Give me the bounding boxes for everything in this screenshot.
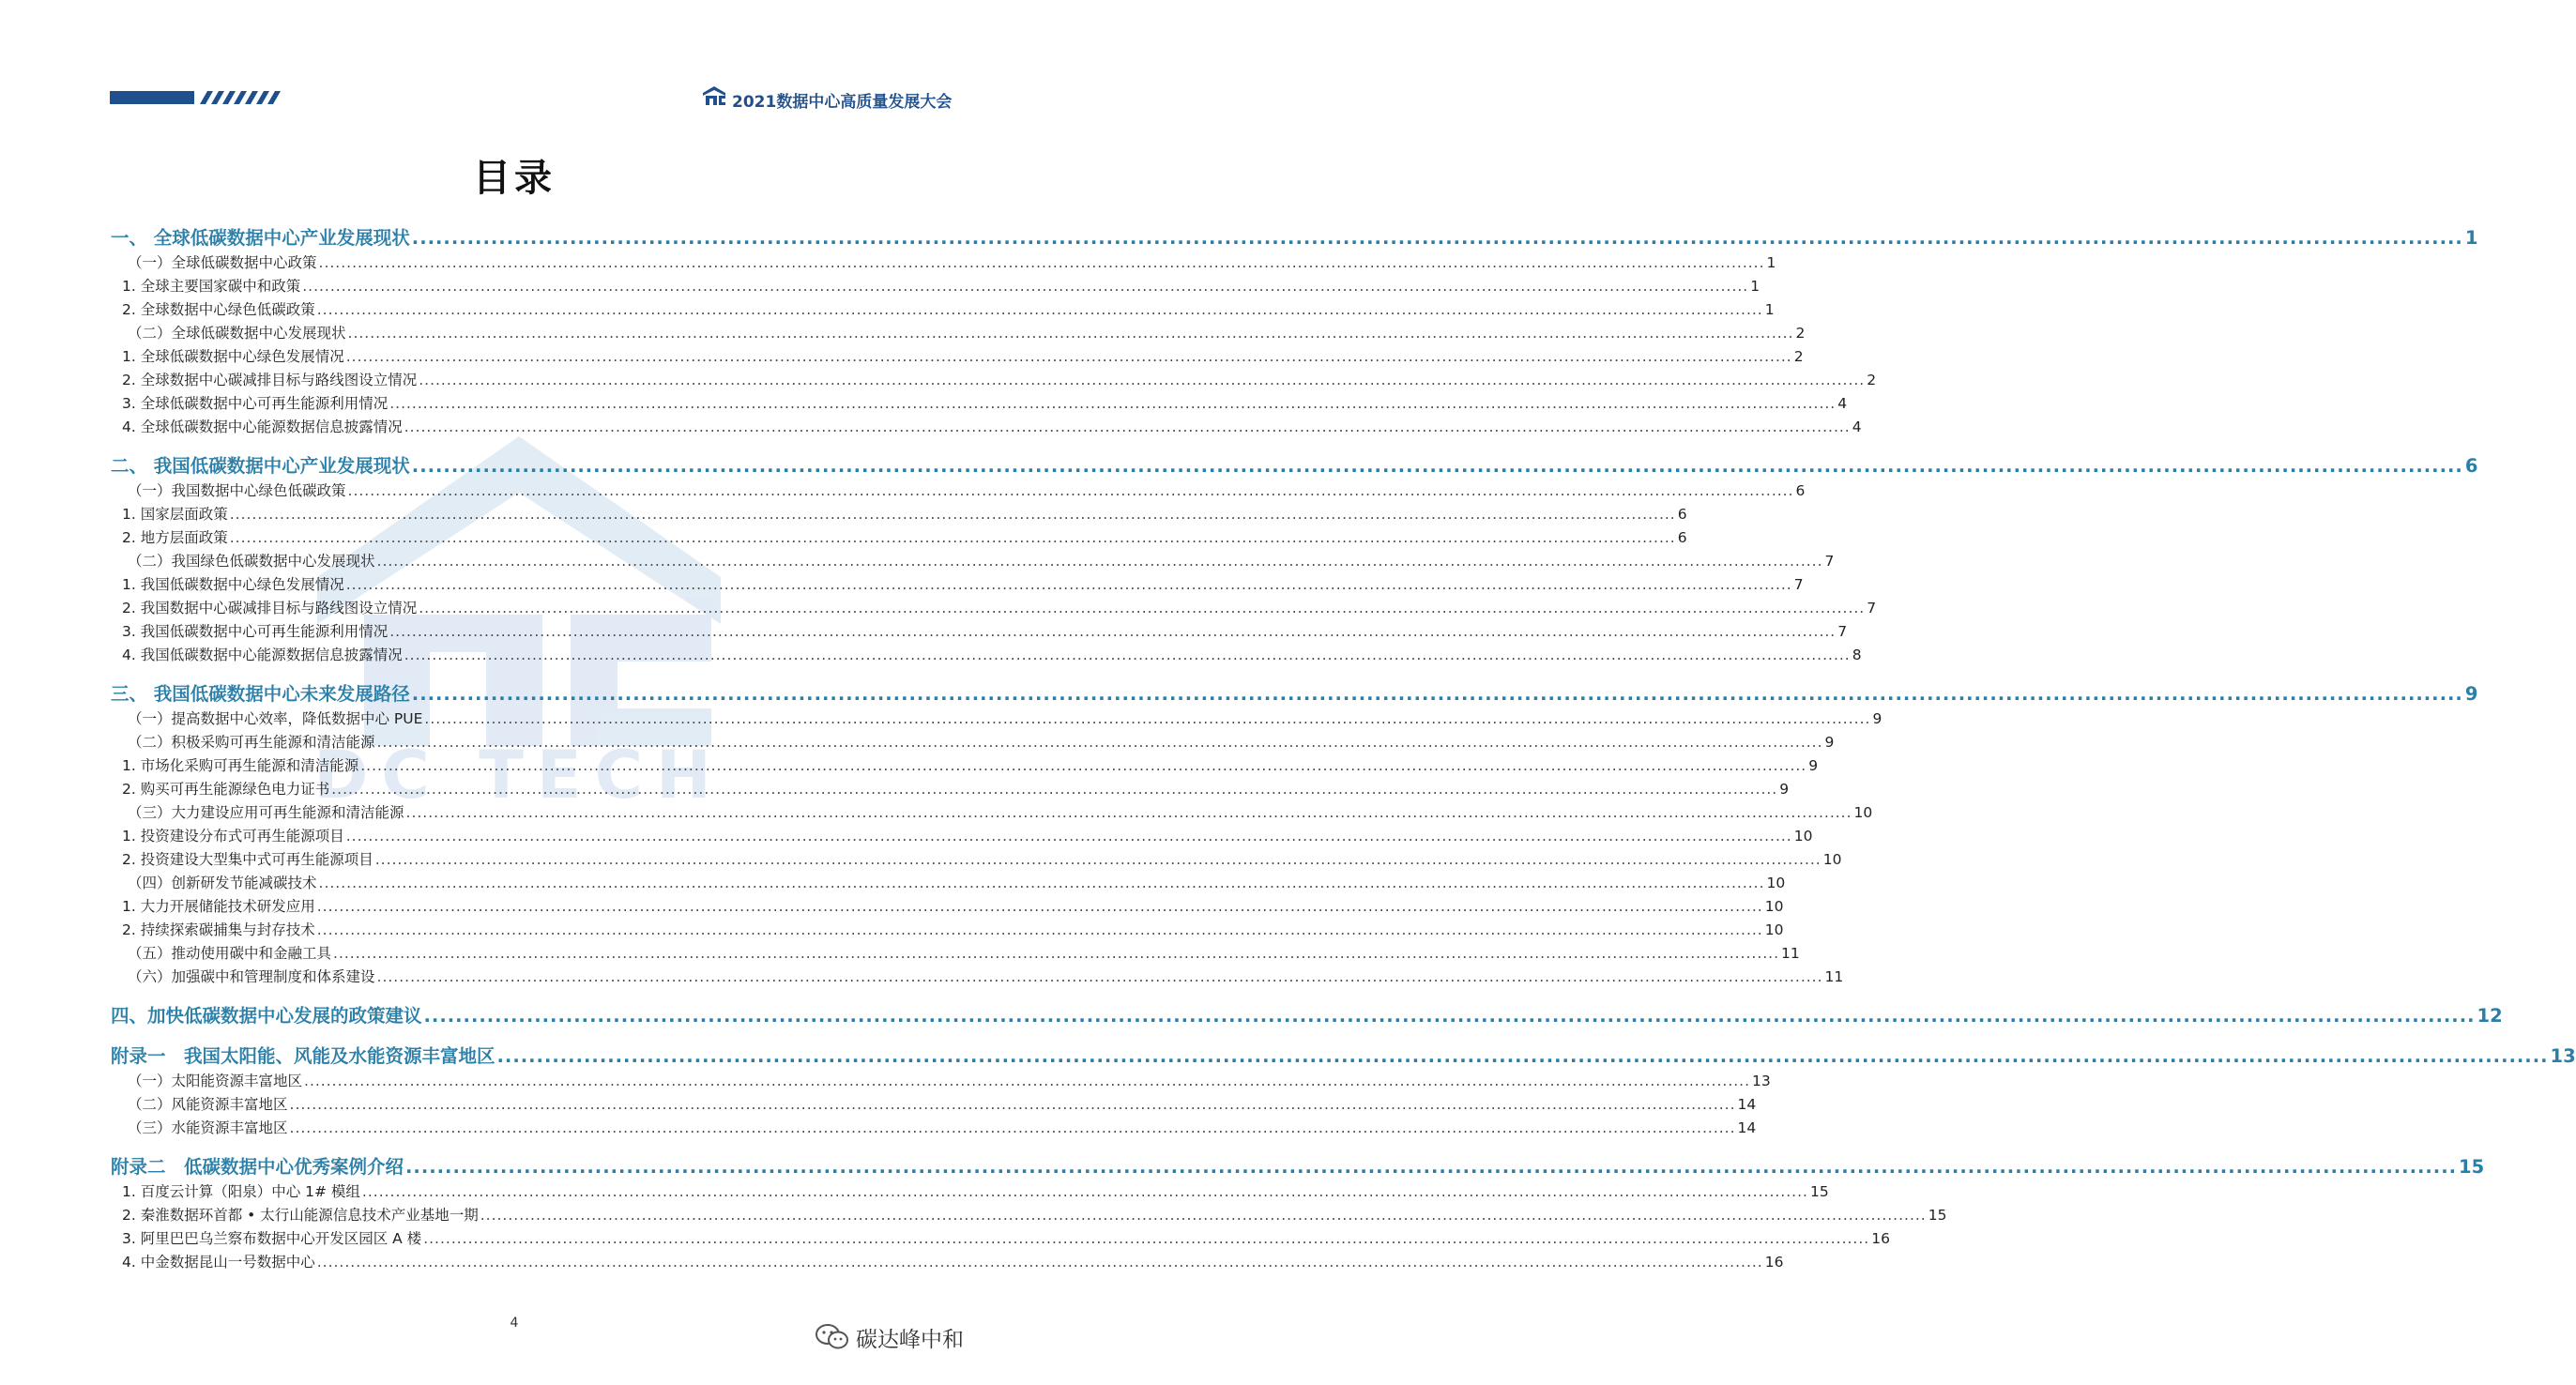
toc-item-entry[interactable] xyxy=(111,1204,1947,1227)
toc-leader-dots: .................................................................................................................................................................................................................................................................... xyxy=(389,395,1837,412)
toc-leader-dots: .................................................................................................................................................................................................................................................................... xyxy=(302,278,1749,295)
toc-page-number: 16 xyxy=(1764,1254,1784,1271)
toc-leader-dots: .................................................................................................................................................................................................................................................................... xyxy=(411,683,2463,705)
toc-entry-title: 1. 大力开展储能技术研发应用 xyxy=(122,898,315,915)
toc-item-entry[interactable] xyxy=(111,392,1848,416)
toc-page-number: 9 xyxy=(1872,710,1882,727)
toc-entry-title: （三）大力建设应用可再生能源和清洁能源 xyxy=(128,804,404,821)
toc-page-number: 7 xyxy=(1837,623,1848,640)
toc-item-entry[interactable] xyxy=(111,848,1842,872)
toc-entry-title: 2. 投资建设大型集中式可再生能源项目 xyxy=(122,851,373,868)
toc-entry-title: 2. 持续探索碳捕集与封存技术 xyxy=(122,921,315,938)
toc-leader-dots: .................................................................................................................................................................................................................................................................... xyxy=(404,647,1851,663)
toc-item-entry[interactable] xyxy=(111,895,1784,919)
toc-page-number: 7 xyxy=(1824,553,1835,570)
toc-page-number: 15 xyxy=(2459,1156,2485,1178)
toc-subsection-entry[interactable] xyxy=(111,966,1844,989)
toc-entry-title: （一）我国数据中心绿色低碳政策 xyxy=(128,482,346,499)
toc-leader-dots: .................................................................................................................................................................................................................................................................... xyxy=(229,529,1676,546)
page-title: 目录 xyxy=(473,157,556,200)
toc-entry-title: （三）水能资源丰富地区 xyxy=(128,1119,288,1136)
footer-brand xyxy=(815,1321,964,1353)
toc-page-number: 10 xyxy=(1766,875,1786,891)
toc-item-entry[interactable] xyxy=(111,778,1790,801)
toc-entry-title: 4. 中金数据昆山一号数据中心 xyxy=(122,1254,315,1271)
toc-page-number: 1 xyxy=(1764,301,1775,318)
toc-page-number: 6 xyxy=(2464,455,2478,477)
toc-subsection-entry[interactable] xyxy=(111,1093,1757,1117)
toc-subsection-entry[interactable] xyxy=(111,731,1835,754)
toc-leader-dots: .................................................................................................................................................................................................................................................................... xyxy=(360,757,1807,774)
toc-page-number: 6 xyxy=(1795,482,1806,499)
header-brand xyxy=(700,84,953,113)
watermark-text: DC TECH xyxy=(313,737,724,814)
toc-subsection-entry[interactable] xyxy=(111,872,1786,895)
toc-subsection-entry[interactable] xyxy=(111,479,1806,503)
toc-page-number: 7 xyxy=(1867,600,1877,616)
toc-page-number: 14 xyxy=(1737,1119,1757,1136)
toc-page-number: 4 xyxy=(1852,419,1862,435)
toc-leader-dots: .................................................................................................................................................................................................................................................................... xyxy=(496,1045,2549,1067)
toc-page-number: 15 xyxy=(1928,1207,1947,1224)
toc-leader-dots: .................................................................................................................................................................................................................................................................... xyxy=(389,623,1837,640)
toc-leader-dots: .................................................................................................................................................................................................................................................................... xyxy=(405,804,1852,821)
toc-page-number: 1 xyxy=(1766,254,1776,271)
toc-page-number: 10 xyxy=(1793,828,1813,845)
toc-item-entry[interactable] xyxy=(111,345,1804,369)
toc-entry-title: 2. 购买可再生能源绿色电力证书 xyxy=(122,781,330,798)
toc-leader-dots: .................................................................................................................................................................................................................................................................... xyxy=(318,254,1765,271)
toc-item-entry[interactable] xyxy=(111,369,1877,392)
toc-page-number: 13 xyxy=(2550,1045,2576,1067)
toc-item-entry[interactable] xyxy=(111,1227,1890,1251)
toc-page-number: 9 xyxy=(1824,734,1835,751)
header-stripe-bar xyxy=(110,91,281,104)
toc-entry-title: 1. 市场化采购可再生能源和清洁能源 xyxy=(122,757,359,774)
toc-page-number: 10 xyxy=(1853,804,1873,821)
toc-item-entry[interactable] xyxy=(111,620,1848,644)
toc-item-entry[interactable] xyxy=(111,919,1784,942)
toc-leader-dots: .................................................................................................................................................................................................................................................................... xyxy=(361,1183,1808,1200)
toc-page-number: 4 xyxy=(1837,395,1848,412)
toc-leader-dots: .................................................................................................................................................................................................................................................................... xyxy=(289,1096,1736,1113)
toc-subsection-entry[interactable] xyxy=(111,1070,1771,1093)
toc-leader-dots: .................................................................................................................................................................................................................................................................... xyxy=(480,1207,1927,1224)
toc-item-entry[interactable] xyxy=(111,526,1687,550)
toc-entry-title: 4. 全球低碳数据中心能源数据信息披露情况 xyxy=(122,419,403,435)
toc-page-number: 2 xyxy=(1867,372,1877,388)
toc-leader-dots: .................................................................................................................................................................................................................................................................... xyxy=(376,734,1823,751)
toc-entry-title: （五）推动使用碳中和金融工具 xyxy=(128,945,332,962)
toc-leader-dots: .................................................................................................................................................................................................................................................................... xyxy=(316,921,1763,938)
toc-section-entry[interactable] xyxy=(111,453,2478,479)
toc-page-number: 7 xyxy=(1793,576,1804,593)
toc-leader-dots: .................................................................................................................................................................................................................................................................... xyxy=(424,710,1871,727)
toc-leader-dots: .................................................................................................................................................................................................................................................................... xyxy=(376,968,1823,985)
toc-leader-dots: .................................................................................................................................................................................................................................................................... xyxy=(374,851,1821,868)
toc-item-entry[interactable] xyxy=(111,416,1862,439)
toc-subsection-entry[interactable] xyxy=(111,550,1835,573)
toc-leader-dots: .................................................................................................................................................................................................................................................................... xyxy=(345,348,1792,365)
toc-leader-dots: .................................................................................................................................................................................................................................................................... xyxy=(404,419,1851,435)
toc-item-entry[interactable] xyxy=(111,754,1819,778)
toc-entry-title: （二）我国绿色低碳数据中心发展现状 xyxy=(128,553,375,570)
toc-leader-dots: .................................................................................................................................................................................................................................................................... xyxy=(423,1230,1870,1247)
toc-leader-dots: .................................................................................................................................................................................................................................................................... xyxy=(229,506,1676,523)
toc-leader-dots: .................................................................................................................................................................................................................................................................... xyxy=(345,828,1792,845)
toc-leader-dots: .................................................................................................................................................................................................................................................................... xyxy=(333,945,1780,962)
toc-leader-dots: .................................................................................................................................................................................................................................................................... xyxy=(419,372,1866,388)
toc-item-entry[interactable] xyxy=(111,275,1761,298)
toc-section-entry[interactable] xyxy=(111,681,2478,708)
toc-item-entry[interactable] xyxy=(111,644,1862,667)
toc-subsection-entry[interactable] xyxy=(111,1117,1757,1140)
toc-page-number: 11 xyxy=(1781,945,1800,962)
toc-entry-title: （一）太阳能资源丰富地区 xyxy=(128,1073,303,1089)
toc-entry-title: （一）提高数据中心效率，降低数据中心 PUE xyxy=(128,710,423,727)
toc-entry-title: 1. 国家层面政策 xyxy=(122,506,228,523)
toc-leader-dots: .................................................................................................................................................................................................................................................................... xyxy=(289,1119,1736,1136)
toc-item-entry[interactable] xyxy=(111,503,1687,526)
toc-leader-dots: .................................................................................................................................................................................................................................................................... xyxy=(411,455,2463,477)
toc-entry-title: 1. 我国低碳数据中心绿色发展情况 xyxy=(122,576,344,593)
toc-entry-title: （二）风能资源丰富地区 xyxy=(128,1096,288,1113)
toc-page-number: 10 xyxy=(1764,921,1784,938)
toc-page-number: 1 xyxy=(2464,227,2478,249)
toc-subsection-entry[interactable] xyxy=(111,708,1882,731)
toc-subsection-entry[interactable] xyxy=(111,801,1873,825)
toc-entry-title: 2. 我国数据中心碳减排目标与路线图设立情况 xyxy=(122,600,418,616)
toc-leader-dots: .................................................................................................................................................................................................................................................................... xyxy=(423,1005,2476,1027)
toc-subsection-entry[interactable] xyxy=(111,942,1800,966)
toc-leader-dots: .................................................................................................................................................................................................................................................................... xyxy=(347,482,1794,499)
toc-page-number: 2 xyxy=(1793,348,1804,365)
toc-entry-title: 3. 阿里巴巴乌兰察布数据中心开发区园区 A 楼 xyxy=(122,1230,422,1247)
conference-title: 2021数据中心高质量发展大会 xyxy=(732,93,953,112)
page-number: 4 xyxy=(510,1316,519,1331)
toc-page-number: 15 xyxy=(1809,1183,1829,1200)
dc-tech-logo-icon xyxy=(700,84,728,113)
toc-leader-dots: .................................................................................................................................................................................................................................................................... xyxy=(316,301,1763,318)
toc-leader-dots: .................................................................................................................................................................................................................................................................... xyxy=(347,325,1794,342)
toc-page-number: 12 xyxy=(2477,1005,2503,1027)
toc-entry-title: 一、 全球低碳数据中心产业发展现状 xyxy=(111,227,410,249)
table-of-contents xyxy=(111,225,2576,1274)
toc-section-entry[interactable] xyxy=(111,1154,2485,1180)
toc-leader-dots: .................................................................................................................................................................................................................................................................... xyxy=(331,781,1778,798)
toc-leader-dots: .................................................................................................................................................................................................................................................................... xyxy=(411,227,2463,249)
toc-entry-title: （一）全球低碳数据中心政策 xyxy=(128,254,317,271)
toc-entry-title: （二）全球低碳数据中心发展现状 xyxy=(128,325,346,342)
toc-leader-dots: .................................................................................................................................................................................................................................................................... xyxy=(345,576,1792,593)
toc-page-number: 10 xyxy=(1822,851,1842,868)
toc-leader-dots: .................................................................................................................................................................................................................................................................... xyxy=(419,600,1866,616)
toc-page-number: 16 xyxy=(1871,1230,1890,1247)
toc-page-number: 9 xyxy=(1779,781,1790,798)
toc-entry-title: 3. 我国低碳数据中心可再生能源利用情况 xyxy=(122,623,389,640)
toc-entry-title: 2. 全球数据中心绿色低碳政策 xyxy=(122,301,315,318)
toc-item-entry[interactable] xyxy=(111,573,1804,597)
toc-section-entry[interactable] xyxy=(111,1043,2576,1070)
toc-page-number: 13 xyxy=(1752,1073,1771,1089)
toc-page-number: 8 xyxy=(1852,647,1862,663)
toc-entry-title: 4. 我国低碳数据中心能源数据信息披露情况 xyxy=(122,647,403,663)
toc-entry-title: 二、 我国低碳数据中心产业发展现状 xyxy=(111,455,410,477)
toc-entry-title: 三、 我国低碳数据中心未来发展路径 xyxy=(111,683,410,705)
toc-entry-title: 2. 地方层面政策 xyxy=(122,529,228,546)
footer-account-name: 碳达峰中和 xyxy=(856,1327,964,1352)
toc-section-entry[interactable] xyxy=(111,1003,2503,1029)
toc-entry-title: 附录一 我国太阳能、风能及水能资源丰富地区 xyxy=(111,1045,495,1067)
toc-page-number: 6 xyxy=(1677,506,1687,523)
wechat-icon xyxy=(815,1323,850,1351)
toc-page-number: 9 xyxy=(2464,683,2478,705)
toc-entry-title: 1. 投资建设分布式可再生能源项目 xyxy=(122,828,344,845)
toc-page-number: 9 xyxy=(1808,757,1819,774)
toc-page-number: 2 xyxy=(1795,325,1806,342)
toc-page-number: 1 xyxy=(1750,278,1761,295)
toc-item-entry[interactable] xyxy=(111,597,1877,620)
toc-entry-title: 1. 全球主要国家碳中和政策 xyxy=(122,278,301,295)
toc-entry-title: 附录二 低碳数据中心优秀案例介绍 xyxy=(111,1156,404,1178)
toc-page-number: 10 xyxy=(1764,898,1784,915)
toc-entry-title: 2. 全球数据中心碳减排目标与路线图设立情况 xyxy=(122,372,418,388)
toc-item-entry[interactable] xyxy=(111,825,1813,848)
toc-entry-title: 2. 秦淮数据环首都 • 太行山能源信息技术产业基地一期 xyxy=(122,1207,479,1224)
toc-leader-dots: .................................................................................................................................................................................................................................................................... xyxy=(318,875,1765,891)
toc-item-entry[interactable] xyxy=(111,298,1775,322)
toc-page-number: 14 xyxy=(1737,1096,1757,1113)
toc-section-entry[interactable] xyxy=(111,225,2478,251)
toc-entry-title: 3. 全球低碳数据中心可再生能源利用情况 xyxy=(122,395,389,412)
toc-leader-dots: .................................................................................................................................................................................................................................................................... xyxy=(316,898,1763,915)
toc-entry-title: （二）积极采购可再生能源和清洁能源 xyxy=(128,734,375,751)
toc-entry-title: （六）加强碳中和管理制度和体系建设 xyxy=(128,968,375,985)
toc-leader-dots: .................................................................................................................................................................................................................................................................... xyxy=(376,553,1823,570)
toc-entry-title: （四）创新研发节能减碳技术 xyxy=(128,875,317,891)
toc-page-number: 11 xyxy=(1824,968,1844,985)
toc-entry-title: 四、加快低碳数据中心发展的政策建议 xyxy=(111,1005,422,1027)
toc-leader-dots: .................................................................................................................................................................................................................................................................... xyxy=(304,1073,1751,1089)
toc-page-number: 6 xyxy=(1677,529,1687,546)
toc-leader-dots: .................................................................................................................................................................................................................................................................... xyxy=(405,1156,2458,1178)
toc-entry-title: 1. 全球低碳数据中心绿色发展情况 xyxy=(122,348,344,365)
toc-entry-title: 1. 百度云计算（阳泉）中心 1# 模组 xyxy=(122,1183,360,1200)
toc-leader-dots: .................................................................................................................................................................................................................................................................... xyxy=(316,1254,1763,1271)
toc-item-entry[interactable] xyxy=(111,1180,1829,1204)
toc-subsection-entry[interactable] xyxy=(111,322,1806,345)
toc-subsection-entry[interactable] xyxy=(111,251,1776,275)
toc-item-entry[interactable] xyxy=(111,1251,1784,1274)
